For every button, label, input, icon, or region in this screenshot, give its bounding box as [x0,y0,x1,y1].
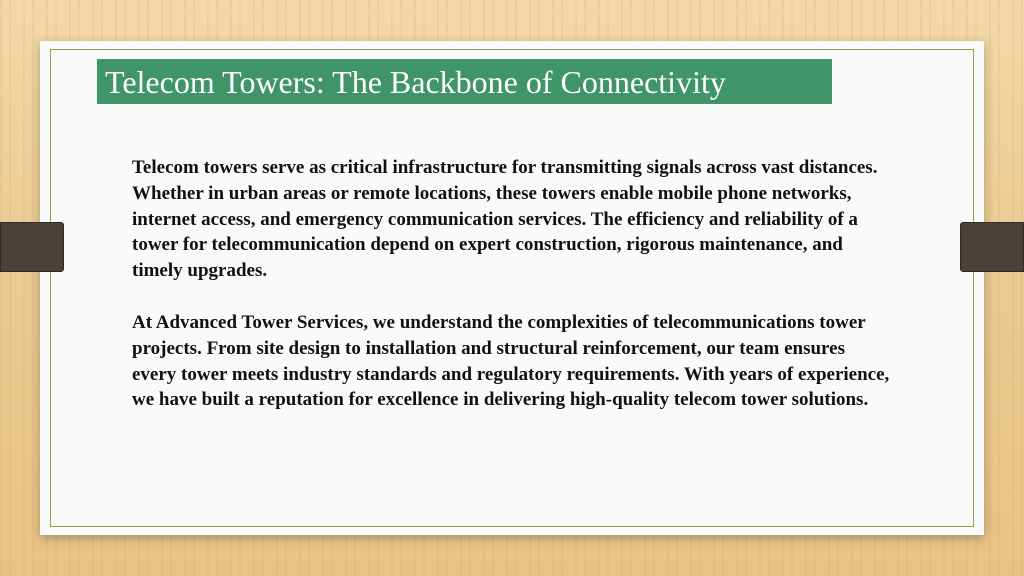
body-text [132,155,892,413]
left-tab-decoration [0,222,64,272]
paragraph-intro: Telecom towers serve as critical infrastructure for transmitting signals across vast distances. Whether in urban areas or remote locations, these towers enable mobile phone networks, internet access, and emergency communication services. The efficiency and reliability of a tower for telecommunication depend on expert construction, rigorous maintenance, and timely upgrades. [132,157,878,282]
slide-title: Telecom Towers: The Backbone of Connectivity [105,63,726,100]
paragraph-company: At Advanced Tower Services, we understand the complexities of telecommunications tower projects. From site design to installation and structural reinforcement, our team ensures every tower meets industry standards and regulatory requirements. With years of experience, we have built a reputation for excellence in delivering high-quality telecom tower solutions. [132,311,890,411]
title-bar [97,59,832,104]
right-tab-decoration [960,222,1024,272]
